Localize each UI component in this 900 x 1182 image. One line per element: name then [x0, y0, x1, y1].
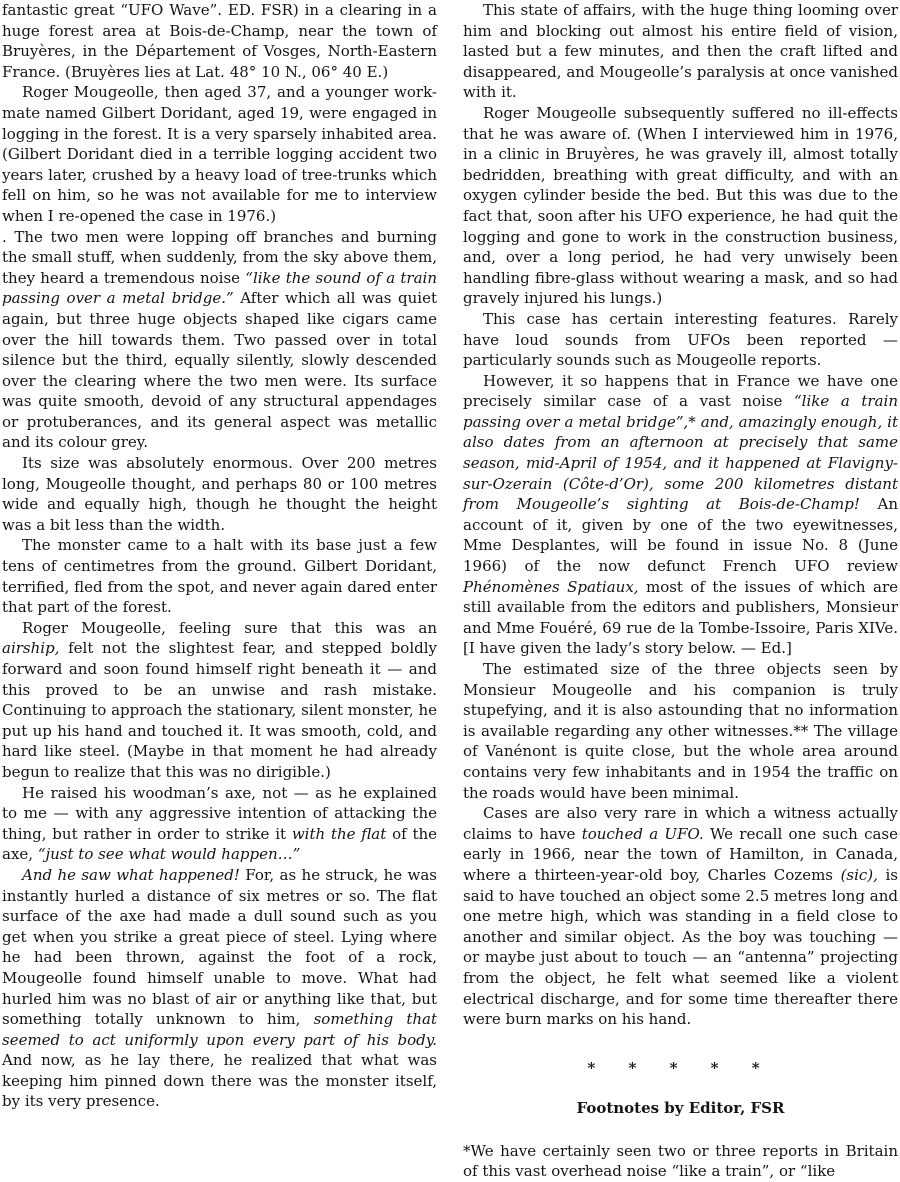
paragraph: He raised his woodman’s axe, not — as he explained to me — with any aggressive intention of attacking the thing, but rather in order to strike it with the flat of the axe, “just to see what would happen…”	[2, 783, 438, 864]
paragraph: fantastic great “UFO Wave”. ED. FSR) in a clearing in a huge forest area at Bois-de-Champ, near the town of Bruyères, in the Département of Vosges, North-Eastern France. (Bruyères lies at Lat. 48° 10 N., 06° 40 E.)	[2, 1, 437, 81]
paragraph: Its size was absolutely enormous. Over 200 metres long, Mougeolle thought, and perhaps 80 or 100 metres wide and equally high, though he thought the height was a bit less than the width.	[2, 454, 437, 534]
paragraph: The monster came to a halt with its base just a few tens of centimetres from the ground. Gilbert Doridant, terrified, fled from the spot, and never again dared enter that part of the forest.	[2, 536, 437, 617]
left-column	[2, 0, 437, 1161]
footnote: *We have certainly seen two or three reports in Britain of this vast overhead noise “like a train”, or “like	[463, 1141, 898, 1181]
paragraph: The estimated size of the three objects seen by Monsieur Mougeolle and his companion is truly stupefying, and it is also astounding that no information is available regarding any other witnesses.** The village of Vanénont is quite close, but the whole area around contains very few inhabitants and in 1954 the traffic on the roads would have been minimal.	[463, 660, 898, 802]
footnotes-heading: Footnotes by Editor, FSR	[576, 1099, 785, 1118]
paragraph: This state of affairs, with the huge thing looming over him and blocking out almost his entire field of vision, lasted but a few minutes, and then the craft lifted and disappeared, and Mougeolle’s paralysis at once vanished with it.	[463, 1, 898, 102]
paragraph: Cases are also very rare in which a witness actually claims to have touched a UFO. We recall one such case early in 1966, near the town of Hamilton, in Canada, where a thirteen-year-old boy, Charles Cozems (sic), is said to have touched an object some 2.5 metres long and one metre high, which was standing in a field close to another and similar object. As the boy was touching — or maybe just about to touch — an “antenna” projecting from the object, he felt what seemed like a violent electrical discharge, and for some time thereafter there were burn marks on his hand.	[463, 804, 898, 1029]
paragraph: Roger Mougeolle, then aged 37, and a younger work-mate named Gilbert Doridant, aged 19, were engaged in logging in the forest. It is a very sparsely inhabited area. (Gilbert Doridant died in a terrible logging accident two years later, crushed by a heavy load of tree-trunks which fell on him, so he was not available for me to interview when I re-opened the case in 1976.)	[2, 83, 437, 225]
right-column	[463, 0, 898, 1181]
footnotes	[463, 1141, 898, 1182]
paragraph: Roger Mougeolle subsequently suffered no ill-effects that he was aware of. (When I interviewed him in 1976, in a clinic in Bruyères, he was gravely ill, almost totally bedridden, breathing with great difficulty, and with an oxygen cylinder beside the bed. But this was due to the fact that, soon after his UFO experience, he had quit the logging and gone to work in the construction business, and, over a long period, he had very unwisely been handling fibre-glass without wearing a mask, and so had gravely injured his lungs.)	[463, 103, 898, 308]
section-divider: * * * * *	[587, 1058, 774, 1077]
paragraph: However, it so happens that in France we have one precisely similar case of a vast noise “like a train passing over a metal bridge”,* and, amazingly enough, it also dates from an afternoon at precisely that same season, mid-April of 1954, and it happened at Flavigny-sur-Ozerain (Côte-d’Or), some 200 kilometres distant from Mougeolle’s sighting at Bois-de-Champ! An account of it, given by one of the two eyewitnesses, Mme Desplantes, will be found in issue No. 8 (June 1966) of the now defunct French UFO review Phénomènes Spatiaux, most of the issues of which are still available from the editors and publishers, Monsieur and Mme Fouéré, 69 rue de la Tombe-Issoire, Paris XIVe. [I have given the lady’s story below. — Ed.]	[463, 371, 898, 658]
paragraph: Roger Mougeolle, feeling sure that this was an airship, felt not the slightest fear, and stepped boldly forward and soon found himself right beneath it — and this proved to be an unwise and rash mistake. Continuing to approach the stationary, silent monster, he put up his hand and touched it. It was smooth, cold, and hard like steel. (Maybe in that moment he had already begun to realize that this was no dirigible.)	[2, 618, 437, 781]
paragraph: And he saw what happened! For, as he struck, he was instantly hurled a distance of six metres or so. The flat surface of the axe had made a dull sound such as you get when you strike a great piece of steel. Lying where he had been thrown, against the foot of a rock, Mougeolle found himself unable to move. What had hurled him was no blast of air or anything like that, but something totally unknown to him, something that seemed to act uniformly upon every part of his body. And now, as he lay there, he realized that what was keeping him pinned down there was the monster itself, by its very presence.	[2, 865, 437, 1111]
paragraph: . The two men were lopping off branches and burning the small stuff, when suddenly, from the sky above them, they heard a tremendous noise “like the sound of a train passing over a metal bridge.” After which all was quiet again, but three huge objects shaped like cigars came over the hill towards them. Two passed over in total silence but the third, equally silently, slowly descended over the clearing where the two men were. Its surface was quite smooth, devoid of any structural appendages or protuberances, and its general aspect was metallic and its colour grey.	[2, 227, 437, 452]
paragraph: This case has certain interesting features. Rarely have loud sounds from UFOs been reported — particularly sounds such as Mougeolle reports.	[463, 309, 898, 370]
